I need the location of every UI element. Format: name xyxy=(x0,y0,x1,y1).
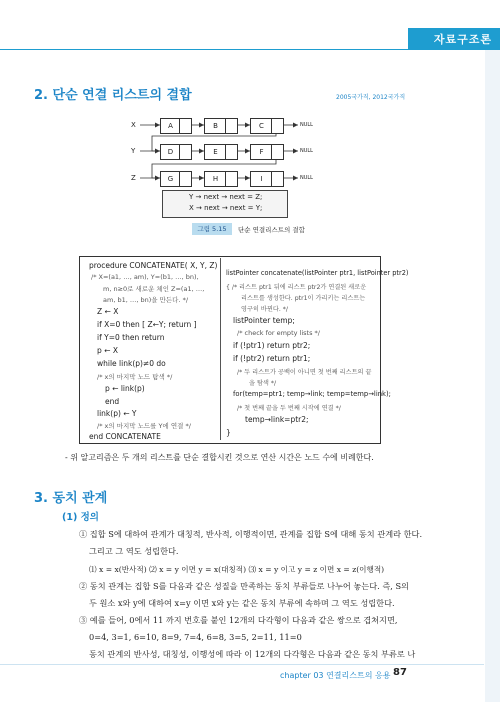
algo-left-line: if X=0 then [ Z←Y; return ] xyxy=(97,320,197,329)
algo-right-line: temp→link=ptr2; xyxy=(245,415,309,424)
algo-right-line: if (!ptr1) return ptr2; xyxy=(233,341,311,350)
algo-left-comment: /* x의 마지막 노드 탐색 */ xyxy=(97,373,173,381)
section-2-ref: 2005국가직, 2012국가직 xyxy=(336,94,406,101)
algo-left-line: link(p) ← Y xyxy=(97,409,137,418)
figure-code-box xyxy=(162,190,288,218)
var-x-label: X xyxy=(131,121,136,129)
body-line: ② 동치 관계는 집합 S를 다음과 같은 성질을 만족하는 동치 부류들로 나누어 놓는다. 즉, S의 xyxy=(79,581,409,591)
node-h: H xyxy=(204,171,238,187)
algo-right-comment: 영구히 바뀐다. */ xyxy=(241,306,288,313)
node-f: F xyxy=(250,144,284,160)
footer-rule xyxy=(0,664,484,665)
node-a: A xyxy=(160,118,192,134)
node-c: C xyxy=(250,118,284,134)
null-label-x: NULL xyxy=(300,122,313,128)
algo-right-comment: { /* 리스트 ptr1 뒤에 리스트 ptr2가 연결된 새로운 xyxy=(226,284,367,291)
figure-caption-badge: 그림 5.15 xyxy=(192,223,232,235)
algo-left-line: end CONCATENATE xyxy=(89,432,161,441)
algorithm-note: - 위 알고리즘은 두 개의 리스트를 단순 결합시킨 것으로 연산 시간은 노드 수에 비례한다. xyxy=(65,453,374,462)
algo-left-comment: /* x의 마지막 노드를 Y에 연결 */ xyxy=(97,422,191,430)
section-3-title: 3. 동치 관계 xyxy=(34,491,108,506)
algo-right-line: for(temp=ptr1; temp→link; temp=temp→link); xyxy=(233,390,391,398)
footer-chapter: chapter 03 연결리스트의 응용 xyxy=(280,671,391,680)
body-line: ③ 예를 들어, 0에서 11 까지 번호를 붙인 12개의 다각형이 다음과 같은 쌍으로 겹쳐지면, xyxy=(79,615,398,625)
section-2-title: 2. 단순 연결 리스트의 결합 xyxy=(34,88,192,103)
algo-left-comment: /* X=(a1, …, am), Y=(b1, …, bn), xyxy=(91,273,199,281)
algo-right-comment: /* 첫 번째 끝을 두 번째 시작에 연결 */ xyxy=(237,405,341,412)
subsection-definition: (1) 정의 xyxy=(62,512,99,523)
node-i: I xyxy=(250,171,284,187)
node-b: B xyxy=(204,118,238,134)
algo-left-line: procedure CONCATENATE( X, Y, Z) xyxy=(89,261,218,270)
algo-right-comment: /* 두 리스트가 공백이 아니면 첫 번째 리스트의 끝 xyxy=(237,369,372,376)
algo-right-comment: /* check for empty lists */ xyxy=(237,329,320,337)
var-y-label: Y xyxy=(131,147,136,155)
figure-code-line: X → next → next = Y; xyxy=(189,204,263,212)
node-e: E xyxy=(204,144,238,160)
algo-left-line: end xyxy=(105,397,120,406)
header-tab-label: 자료구조론 xyxy=(433,33,492,46)
algo-right-comment: 리스트를 생성한다. ptr1이 가리키는 리스트는 xyxy=(241,295,366,302)
algorithm-divider xyxy=(220,258,221,440)
var-z-label: Z xyxy=(131,174,136,182)
null-label-y: NULL xyxy=(300,148,313,154)
footer-page-number: 87 xyxy=(393,667,407,678)
node-d: D xyxy=(160,144,192,160)
body-line: 0=4, 3=1, 6=10, 8=9, 7=4, 6=8, 3=5, 2=11, 11=0 xyxy=(89,632,302,642)
algo-left-line: while link(p)≠0 do xyxy=(97,359,166,368)
algo-right-line: listPointer temp; xyxy=(233,316,295,325)
node-g: G xyxy=(160,171,192,187)
null-label-z: NULL xyxy=(300,175,313,181)
algo-left-comment: am, b1, …, bn)을 만든다. */ xyxy=(103,296,189,304)
body-line: 동치 관계의 반사성, 대칭성, 이행성에 따라 이 12개의 다각형은 다음과 같은 동치 부류로 나 xyxy=(89,649,416,659)
figure-caption-text: 단순 연결리스트의 결합 xyxy=(238,226,305,234)
algo-left-comment: m, n≥0로 새로운 체인 Z=(a1, …, xyxy=(103,285,205,293)
algo-left-line: p ← X xyxy=(97,346,118,355)
algo-right-line: if (!ptr2) return ptr1; xyxy=(233,354,311,363)
body-line: ① 집합 S에 대하여 관계가 대칭적, 반사적, 이행적이면, 관계를 집합 S에 대해 동치 관계라 한다. xyxy=(79,529,423,539)
algo-right-comment: 을 탐색 */ xyxy=(249,380,277,387)
body-line: 그리고 그 역도 성립한다. xyxy=(89,546,179,556)
algo-right-line: listPointer concatenate(listPointer ptr1, listPointer ptr2) xyxy=(226,269,409,277)
figure-code-line: Y → next → next = Z; xyxy=(189,193,263,201)
algo-left-line: if Y=0 then return xyxy=(97,333,165,342)
algo-left-line: Z ← X xyxy=(97,307,119,316)
algo-left-line: p ← link(p) xyxy=(105,384,145,393)
body-line: 두 원소 x와 y에 대하여 x=y 이면 x와 y는 같은 동치 부류에 속하며 그 역도 성립한다. xyxy=(89,598,395,608)
algo-right-line: } xyxy=(226,428,231,437)
body-line: ⑴ x = x(반사적) ⑵ x = y 이면 y = x(대칭적) ⑶ x = y 이고 y = z 이면 x = z(이행적) xyxy=(89,565,385,574)
